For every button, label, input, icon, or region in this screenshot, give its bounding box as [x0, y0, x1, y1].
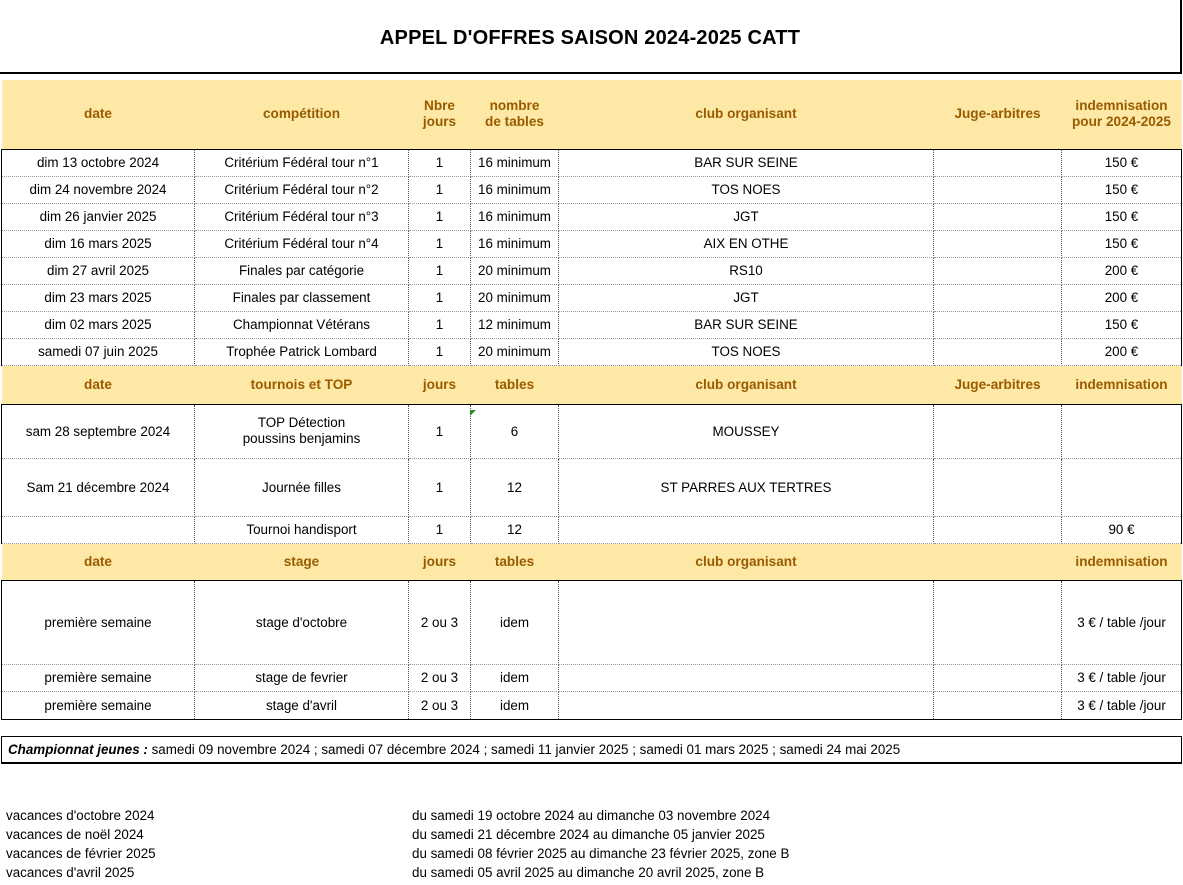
cell-jours: 2 ou 3 [409, 580, 471, 664]
cell-tables: 12 minimum [471, 311, 559, 338]
table-row [2, 230, 1182, 257]
cell-tables: 16 minimum [471, 176, 559, 203]
cell-tables: idem [471, 664, 559, 691]
header-jours: jours [409, 543, 471, 580]
cell-juge [934, 176, 1062, 203]
championnat-jeunes-label: Championnat jeunes : [8, 742, 148, 757]
cell-indemnisation: 90 € [1062, 516, 1182, 543]
cell-date: dim 26 janvier 2025 [2, 203, 195, 230]
cell-club [559, 691, 934, 719]
vacances-name: vacances d'avril 2025 [6, 865, 135, 880]
cell-tables: idem [471, 580, 559, 664]
vacances-range: du samedi 08 février 2025 au dimanche 23 février 2025, zone B [412, 846, 790, 861]
cell-indemnisation: 3 € / table /jour [1062, 580, 1182, 664]
cell-competition: Trophée Patrick Lombard [195, 338, 409, 365]
cell-tables: 20 minimum [471, 284, 559, 311]
header-tables: nombre de tables [471, 80, 559, 149]
cell-indemnisation: 150 € [1062, 203, 1182, 230]
cell-club: RS10 [559, 257, 934, 284]
header-juge [934, 543, 1062, 580]
cell-competition: Critérium Fédéral tour n°4 [195, 230, 409, 257]
cell-jours: 1 [409, 311, 471, 338]
cell-club: JGT [559, 284, 934, 311]
cell-competition: Finales par classement [195, 284, 409, 311]
cell-juge [934, 664, 1062, 691]
cell-jours: 1 [409, 404, 471, 458]
cell-indemnisation: 200 € [1062, 284, 1182, 311]
cell-juge [934, 338, 1062, 365]
table-row [2, 458, 1182, 516]
cell-juge [934, 203, 1062, 230]
cell-date [2, 516, 195, 543]
cell-competition: Critérium Fédéral tour n°2 [195, 176, 409, 203]
table-row [2, 203, 1182, 230]
cell-indemnisation: 3 € / table /jour [1062, 664, 1182, 691]
cell-tables: 20 minimum [471, 257, 559, 284]
header-date: date [2, 365, 195, 404]
cell-tables: 12 [471, 458, 559, 516]
header-club: club organisant [559, 80, 934, 149]
championnat-jeunes [1, 736, 1182, 764]
cell-club [559, 516, 934, 543]
table-row [2, 311, 1182, 338]
cell-indemnisation: 3 € / table /jour [1062, 691, 1182, 719]
cell-tables: 16 minimum [471, 203, 559, 230]
cell-juge [934, 404, 1062, 458]
table-row [2, 404, 1182, 458]
cell-juge [934, 516, 1062, 543]
header-row-competitions [2, 80, 1182, 149]
cell-indemnisation [1062, 458, 1182, 516]
cell-juge [934, 149, 1062, 176]
cell-date: première semaine [2, 691, 195, 719]
cell-juge [934, 257, 1062, 284]
cell-competition: Journée filles [195, 458, 409, 516]
appel-offres-table [1, 80, 1182, 720]
table-row [2, 664, 1182, 691]
table-row [2, 338, 1182, 365]
table-row [2, 149, 1182, 176]
cell-jours: 1 [409, 149, 471, 176]
vacances-row [6, 846, 1106, 865]
cell-comment-marker [470, 410, 476, 416]
vacances-row [6, 808, 1106, 827]
cell-club [559, 664, 934, 691]
table-row [2, 257, 1182, 284]
cell-indemnisation: 200 € [1062, 257, 1182, 284]
cell-indemnisation: 200 € [1062, 338, 1182, 365]
cell-jours: 1 [409, 176, 471, 203]
cell-competition: Finales par catégorie [195, 257, 409, 284]
cell-indemnisation: 150 € [1062, 149, 1182, 176]
cell-tables: 16 minimum [471, 230, 559, 257]
cell-club: BAR SUR SEINE [559, 149, 934, 176]
cell-juge [934, 284, 1062, 311]
cell-club: BAR SUR SEINE [559, 311, 934, 338]
cell-tables: 6 [471, 404, 559, 458]
cell-jours: 1 [409, 338, 471, 365]
header-tables: tables [471, 365, 559, 404]
header-date: date [2, 80, 195, 149]
cell-jours: 1 [409, 284, 471, 311]
header-indemnisation: indemnisation [1062, 365, 1182, 404]
cell-competition: Tournoi handisport [195, 516, 409, 543]
cell-juge [934, 691, 1062, 719]
vacances-name: vacances de février 2025 [6, 846, 156, 861]
cell-juge [934, 458, 1062, 516]
page-title: APPEL D'OFFRES SAISON 2024-2025 CATT [379, 27, 801, 49]
cell-jours: 1 [409, 257, 471, 284]
cell-tables: 16 minimum [471, 149, 559, 176]
cell-date: première semaine [2, 580, 195, 664]
cell-competition: Championnat Vétérans [195, 311, 409, 338]
table-row [2, 516, 1182, 543]
cell-juge [934, 311, 1062, 338]
vacances-name: vacances d'octobre 2024 [6, 808, 155, 823]
title-box [0, 0, 1182, 74]
cell-competition: stage d'octobre [195, 580, 409, 664]
cell-competition: Critérium Fédéral tour n°1 [195, 149, 409, 176]
championnat-jeunes-dates: samedi 09 novembre 2024 ; samedi 07 décembre 2024 ; samedi 11 janvier 2025 ; samedi 01 mars 2025 ; samedi 24 mai 2025 [147, 742, 901, 757]
header-row-tournois [2, 365, 1182, 404]
header-tournois: tournois et TOP [195, 365, 409, 404]
vacances-name: vacances de noël 2024 [6, 827, 144, 842]
vacances-row [6, 865, 1106, 884]
cell-club: MOUSSEY [559, 404, 934, 458]
cell-indemnisation [1062, 404, 1182, 458]
header-jours: Nbre jours [409, 80, 471, 149]
cell-competition: stage de fevrier [195, 664, 409, 691]
table-row [2, 691, 1182, 719]
header-row-stages [2, 543, 1182, 580]
cell-club: JGT [559, 203, 934, 230]
cell-date: dim 02 mars 2025 [2, 311, 195, 338]
header-jours: jours [409, 365, 471, 404]
header-club: club organisant [559, 543, 934, 580]
header-stage: stage [195, 543, 409, 580]
cell-date: première semaine [2, 664, 195, 691]
table-row [2, 176, 1182, 203]
header-juge: Juge-arbitres [934, 365, 1062, 404]
cell-juge [934, 230, 1062, 257]
vacances-range: du samedi 21 décembre 2024 au dimanche 05 janvier 2025 [412, 827, 765, 842]
cell-club: TOS NOES [559, 338, 934, 365]
cell-tables: 12 [471, 516, 559, 543]
header-club: club organisant [559, 365, 934, 404]
cell-date: dim 27 avril 2025 [2, 257, 195, 284]
header-date: date [2, 543, 195, 580]
cell-date: samedi 07 juin 2025 [2, 338, 195, 365]
cell-competition: Critérium Fédéral tour n°3 [195, 203, 409, 230]
vacances-range: du samedi 19 octobre 2024 au dimanche 03 novembre 2024 [412, 808, 771, 823]
vacances-row [6, 827, 1106, 846]
cell-date: dim 16 mars 2025 [2, 230, 195, 257]
cell-club: AIX EN OTHE [559, 230, 934, 257]
cell-date: dim 24 novembre 2024 [2, 176, 195, 203]
cell-date: Sam 21 décembre 2024 [2, 458, 195, 516]
cell-date: dim 13 octobre 2024 [2, 149, 195, 176]
cell-jours: 1 [409, 230, 471, 257]
table-row [2, 580, 1182, 664]
cell-indemnisation: 150 € [1062, 311, 1182, 338]
cell-jours: 2 ou 3 [409, 691, 471, 719]
cell-juge [934, 580, 1062, 664]
cell-jours: 1 [409, 458, 471, 516]
vacances-range: du samedi 05 avril 2025 au dimanche 20 avril 2025, zone B [412, 865, 765, 880]
header-juge: Juge-arbitres [934, 80, 1062, 149]
vacances-list [6, 808, 1106, 884]
cell-club: ST PARRES AUX TERTRES [559, 458, 934, 516]
header-indemnisation: indemnisation pour 2024-2025 [1062, 80, 1182, 149]
cell-jours: 1 [409, 203, 471, 230]
cell-date: dim 23 mars 2025 [2, 284, 195, 311]
table-row [2, 284, 1182, 311]
header-indemnisation: indemnisation [1062, 543, 1182, 580]
cell-indemnisation: 150 € [1062, 230, 1182, 257]
cell-date: sam 28 septembre 2024 [2, 404, 195, 458]
cell-jours: 2 ou 3 [409, 664, 471, 691]
cell-club: TOS NOES [559, 176, 934, 203]
header-tables: tables [471, 543, 559, 580]
cell-tables: idem [471, 691, 559, 719]
cell-indemnisation: 150 € [1062, 176, 1182, 203]
cell-competition: TOP Détection poussins benjamins [195, 404, 409, 458]
header-competition: compétition [195, 80, 409, 149]
cell-club [559, 580, 934, 664]
cell-jours: 1 [409, 516, 471, 543]
cell-competition: stage d'avril [195, 691, 409, 719]
cell-tables: 20 minimum [471, 338, 559, 365]
